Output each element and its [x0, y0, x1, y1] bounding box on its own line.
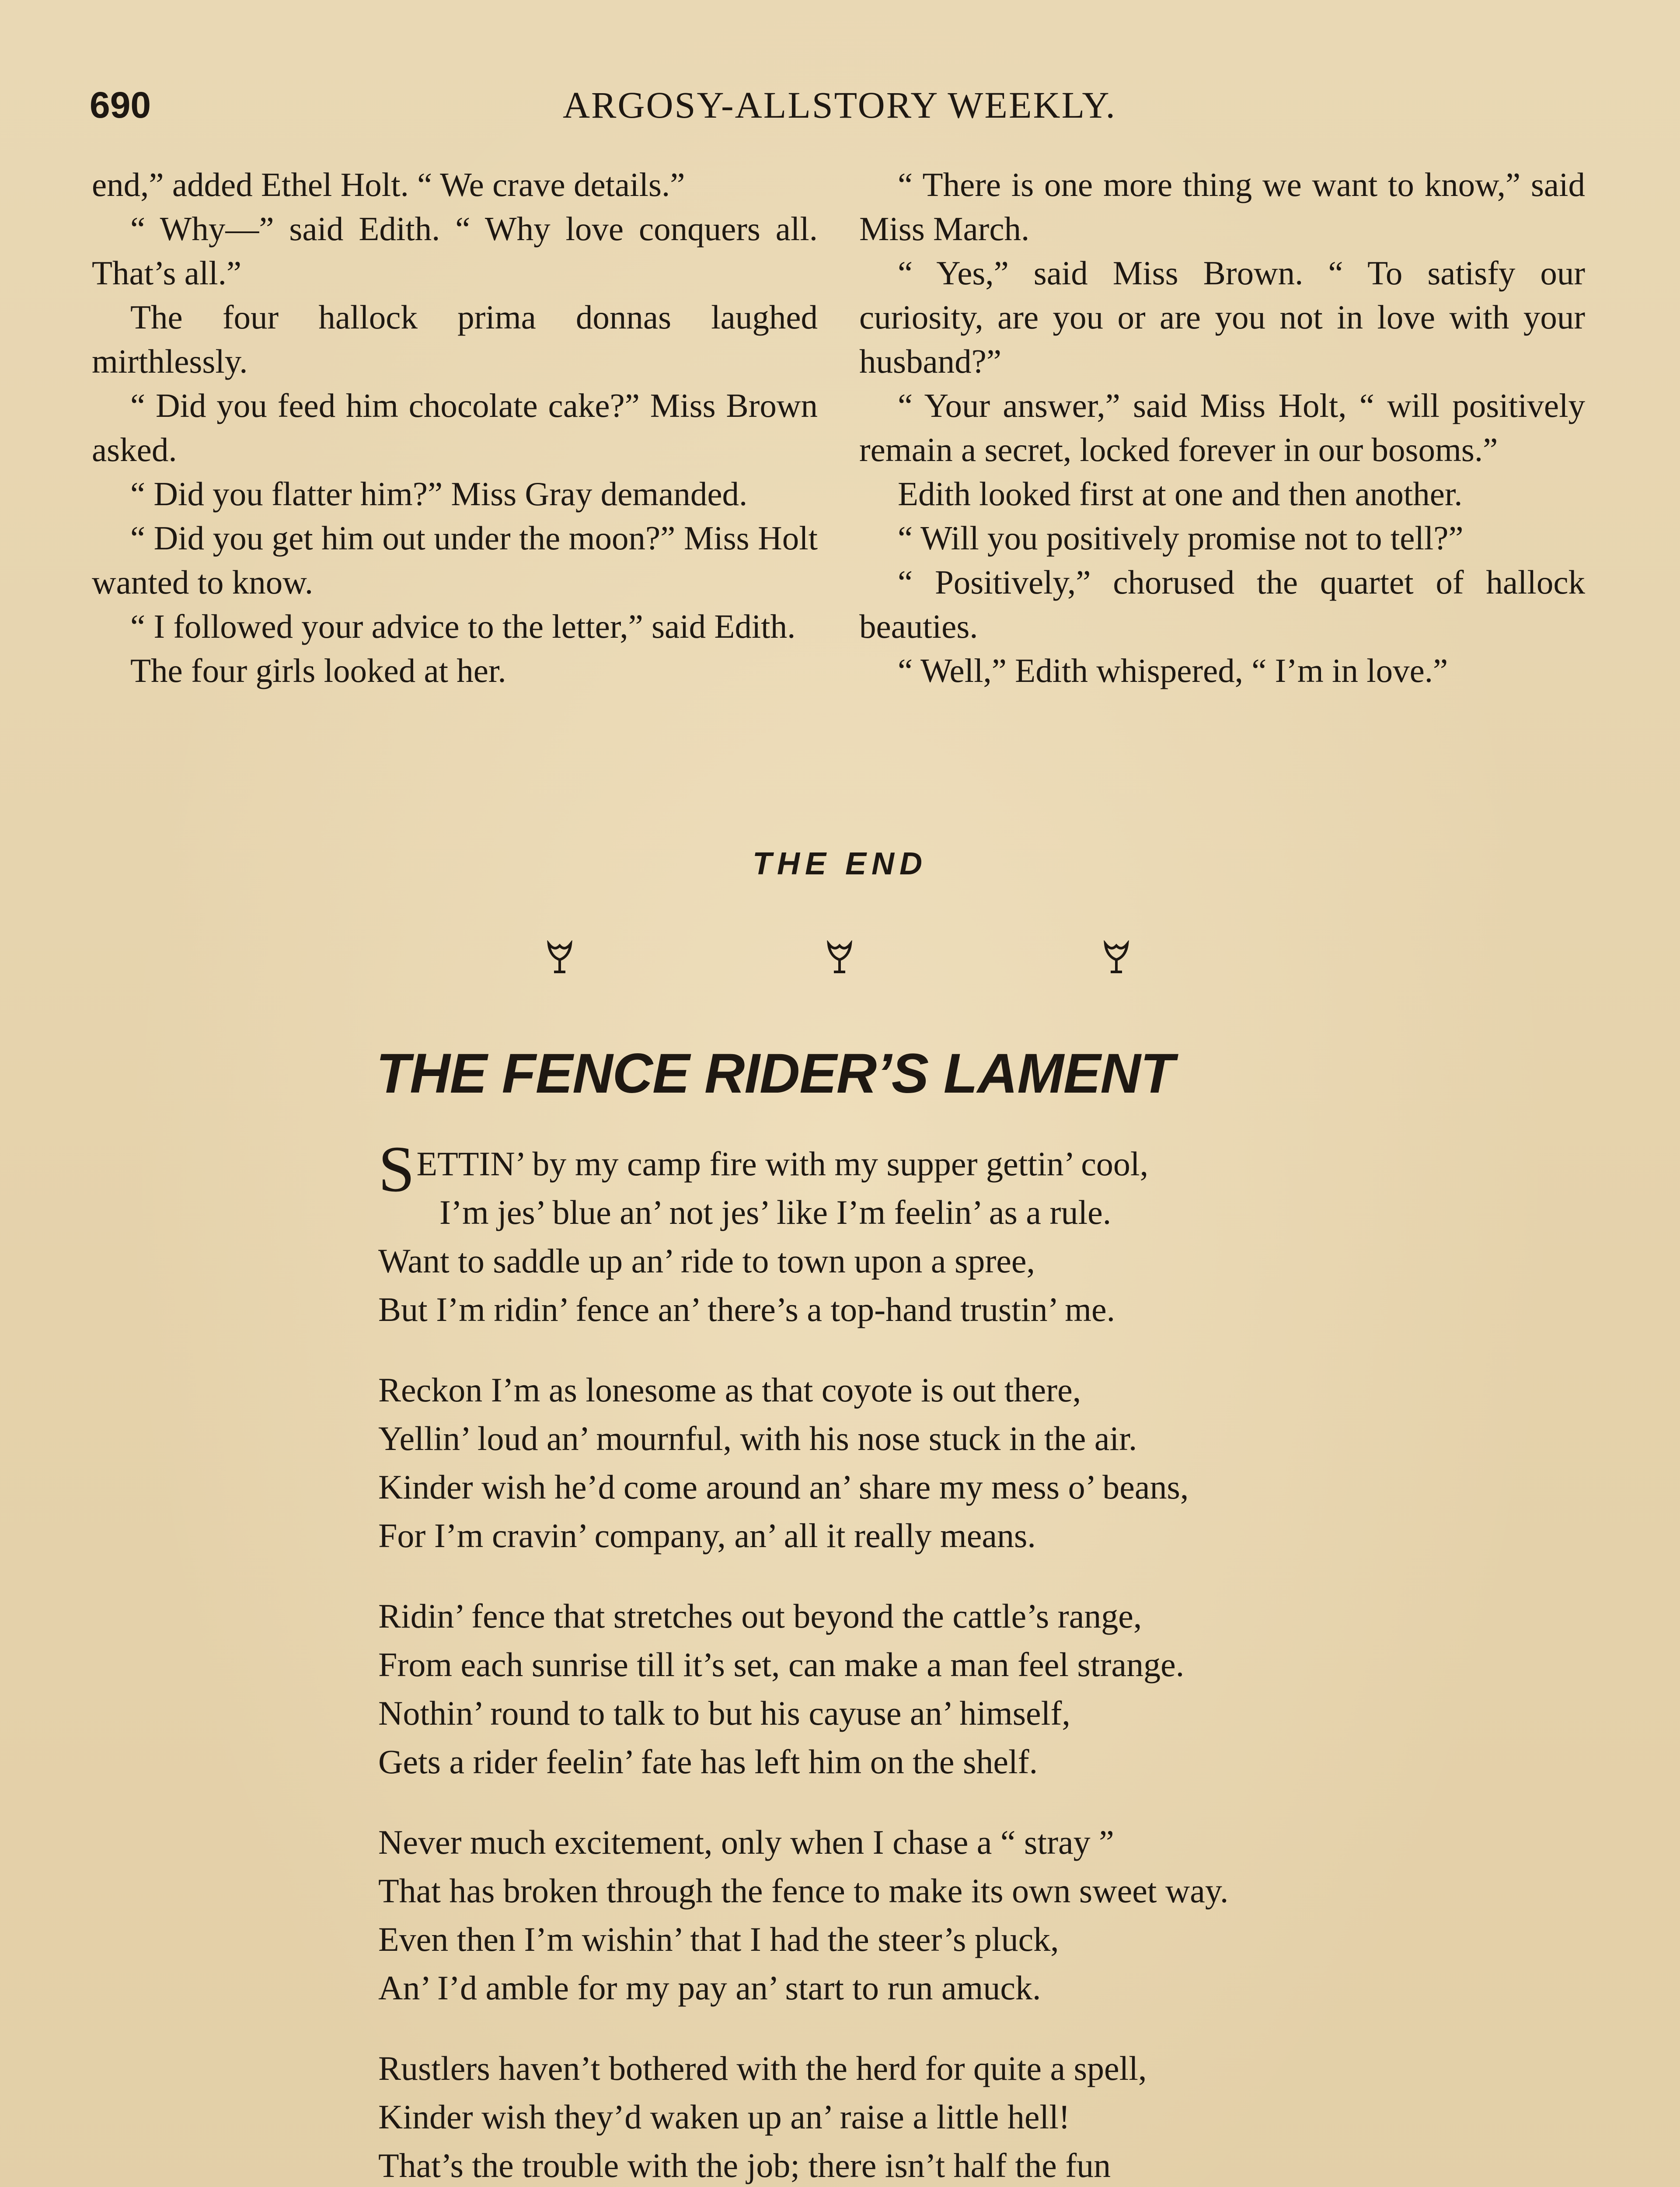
poem-line: Rustlers haven’t bothered with the herd for quite a spell,	[378, 2049, 1147, 2087]
paragraph: “ Well,” Edith whispered, “ I’m in love.”	[898, 652, 1448, 689]
poem-line: Never much excitement, only when I chase a “ stray ”	[378, 1823, 1114, 1861]
paragraph: The four girls looked at her.	[130, 652, 506, 689]
paragraph: “ Yes,” said Miss Brown. “ To satisfy our curiosity, are you or are you not in love with your husband?”	[859, 254, 1585, 380]
poem-line: Even then I’m wishin’ that I had the steer’s pluck,	[378, 1920, 1059, 1958]
poem-line: Kinder wish he’d come around an’ share my mess o’ beans,	[378, 1468, 1189, 1506]
paragraph: “ Why—” said Edith. “ Why love conquers all. That’s all.”	[92, 210, 818, 292]
paragraph: “ Did you get him out under the moon?” Miss Holt wanted to know.	[92, 519, 818, 601]
page-number: 690	[90, 84, 151, 126]
the-end-label: THE END	[752, 846, 928, 881]
poem-line: Gets a rider feelin’ fate has left him on the shelf.	[378, 1743, 1038, 1781]
stanza	[378, 2044, 1515, 2187]
poem-line: Nothin’ round to talk to but his cayuse an’ himself,	[378, 1694, 1070, 1732]
poem-line: That’s the trouble with the job; there isn’t half the fun	[378, 2146, 1111, 2184]
poem-body	[378, 1133, 1515, 2187]
paragraph: “ Positively,” chorused the quartet of hallock beauties.	[859, 563, 1585, 645]
poem-line: Want to saddle up an’ ride to town upon a spree,	[378, 1242, 1035, 1280]
paragraph: “ Did you feed him chocolate cake?” Miss Brown asked.	[92, 387, 818, 468]
left-column	[92, 163, 818, 693]
paragraph: Edith looked first at one and then another.	[898, 475, 1463, 513]
paragraph: “ Will you positively promise not to tell?”	[898, 519, 1464, 557]
poem-line: That has broken through the fence to make its own sweet way.	[378, 1872, 1229, 1910]
poem-line: Yellin’ loud an’ mournful, with his nose stuck in the air.	[378, 1419, 1137, 1457]
poem-line: Ridin’ fence that stretches out beyond the cattle’s range,	[378, 1597, 1142, 1635]
paragraph: “ Did you flatter him?” Miss Gray demanded.	[130, 475, 748, 513]
poem-line: An’ I’d amble for my pay an’ start to run amuck.	[378, 1969, 1041, 2007]
paragraph: “ I followed your advice to the letter,” said Edith.	[130, 608, 796, 645]
paragraph: end,” added Ethel Holt. “ We crave details.”	[92, 166, 685, 203]
page-header	[90, 83, 1589, 136]
poem-line: From each sunrise till it’s set, can make a man feel strange.	[378, 1645, 1185, 1684]
running-head: ARGOSY-ALLSTORY WEEKLY.	[562, 84, 1117, 126]
drop-cap: S	[378, 1133, 415, 1205]
stanza	[378, 1366, 1515, 1560]
tulip-ornament-icon	[544, 940, 575, 975]
tulip-ornament-icon	[824, 940, 855, 975]
poem-title: THE FENCE RIDER’S LAMENT	[376, 1042, 1174, 1105]
story-columns	[92, 163, 1592, 836]
tulip-ornament-icon	[1101, 940, 1132, 975]
ornament-row	[0, 940, 1680, 989]
paragraph: “ There is one more thing we want to know,” said Miss March.	[859, 166, 1585, 248]
poem-line: ETTIN’ by my camp fire with my supper gettin’ cool,	[416, 1145, 1149, 1183]
right-column	[859, 163, 1585, 693]
paragraph: The four hallock prima donnas laughed mirthlessly.	[92, 298, 818, 380]
poem-line: But I’m ridin’ fence an’ there’s a top-hand trustin’ me.	[378, 1290, 1115, 1328]
poem-line: I’m jes’ blue an’ not jes’ like I’m feelin’ as a rule.	[439, 1193, 1112, 1231]
stanza	[378, 1133, 1515, 1334]
poem-line: Kinder wish they’d waken up an’ raise a little hell!	[378, 2098, 1070, 2136]
poem-line: For I’m cravin’ company, an’ all it really means.	[378, 1516, 1036, 1555]
stanza	[378, 1592, 1515, 1786]
stanza	[378, 1818, 1515, 2012]
poem-line: Reckon I’m as lonesome as that coyote is out there,	[378, 1371, 1081, 1409]
paragraph: “ Your answer,” said Miss Holt, “ will positively remain a secret, locked forever in our bosoms.”	[859, 387, 1585, 468]
